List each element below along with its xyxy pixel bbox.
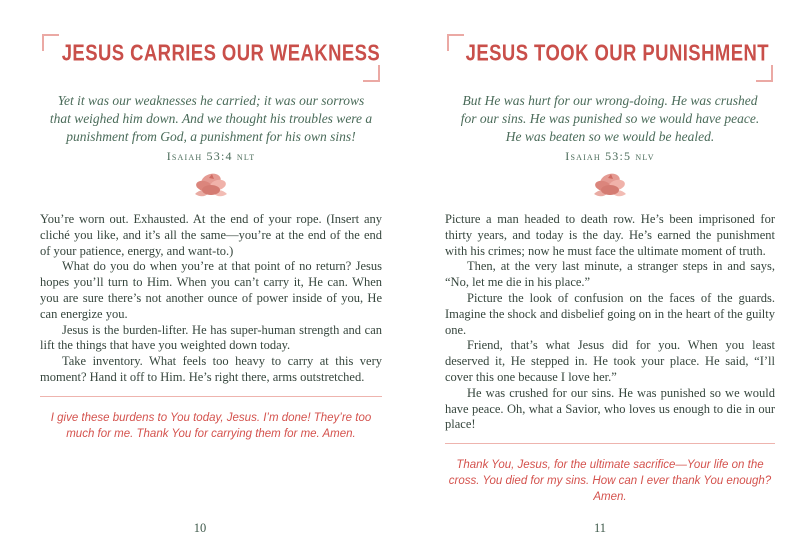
page-number: 10: [193, 521, 207, 535]
scripture-quote: Yet it was our weaknesses he carried; it was our sorrows that weighed him down. And we thought his troubles were a punishment from God, a punishment for his own sins!: [49, 93, 373, 144]
corner-bracket-top-left-icon: [42, 34, 59, 51]
body-paragraph: What do you do when you’re at that point of no return? Jesus hopes you’ll turn to Him. When you can’t carry it, He can. When you are sure there’s not another ounce of power inside of you, He can energize you.: [40, 259, 382, 321]
prayer-text: Thank You, Jesus, for the ultimate sacrifice—Your life on the cross. You died for my sins. How can I ever thank You enough? Amen.: [448, 459, 772, 504]
corner-bracket-top-left-icon: [447, 34, 464, 51]
page-right: [400, 0, 800, 560]
prayer-divider: [40, 396, 382, 397]
scripture-reference: Isaiah 53:5 nlv: [565, 149, 655, 163]
devotional-body: [40, 212, 382, 386]
devotional-body: [445, 212, 775, 433]
scripture-reference: Isaiah 53:4 nlt: [166, 149, 256, 163]
flower-ornament-icon: [588, 168, 632, 204]
chapter-title-block-right: [445, 36, 775, 76]
body-paragraph: Picture a man headed to death row. He’s been imprisoned for thirty years, and today is the day. He’s earned the punishment with his crimes; now he must face the ultimate moment of truth.: [445, 212, 775, 258]
flower-ornament-icon: [189, 168, 233, 204]
page-number: 11: [593, 521, 607, 535]
body-paragraph: He was crushed for our sins. He was punished so we would have peace. Oh, what a Savior, who loves us enough to die in our place!: [445, 385, 775, 432]
scripture-quote: But He was hurt for our wrong-doing. He was crushed for our sins. He was punished so we would have peace. He was beaten so we would be healed.: [460, 93, 760, 144]
body-paragraph: You’re worn out. Exhausted. At the end of your rope. (Insert any cliché you like, and it’s all the same—you’re at the end of the end of your patience, energy, and want-to.): [40, 212, 382, 258]
body-paragraph: Friend, that’s what Jesus did for you. When you least deserved it, He stepped in. He took your place. He said, “I’ll cover this one because I love her.”: [445, 338, 775, 384]
body-paragraph: Jesus is the burden-lifter. He has super-human strength and can lift the things that have you weighted down today.: [40, 322, 382, 353]
prayer-text: I give these burdens to You today, Jesus. I’m done! They’re too much for me. Thank You for carrying them for me. Amen.: [50, 411, 372, 440]
body-paragraph: Then, at the very last minute, a stranger steps in and says, “No, let me die in his place.”: [445, 259, 775, 290]
body-paragraph: Take inventory. What feels too heavy to carry at this very moment? Hand it off to Him. He’s right there, arms outstretched.: [40, 354, 382, 384]
chapter-title-block-left: [40, 36, 382, 76]
body-paragraph: Picture the look of confusion on the faces of the guards. Imagine the shock and disbelief going on in the heart of the guilty one.: [445, 290, 775, 337]
corner-bracket-bottom-right-icon: [363, 65, 380, 82]
prayer-divider: [445, 443, 775, 444]
corner-bracket-bottom-right-icon: [756, 65, 773, 82]
chapter-title: JESUS CARRIES OUR WEAKNESS: [61, 41, 381, 66]
chapter-title: JESUS TOOK OUR PUNISHMENT: [465, 41, 769, 66]
